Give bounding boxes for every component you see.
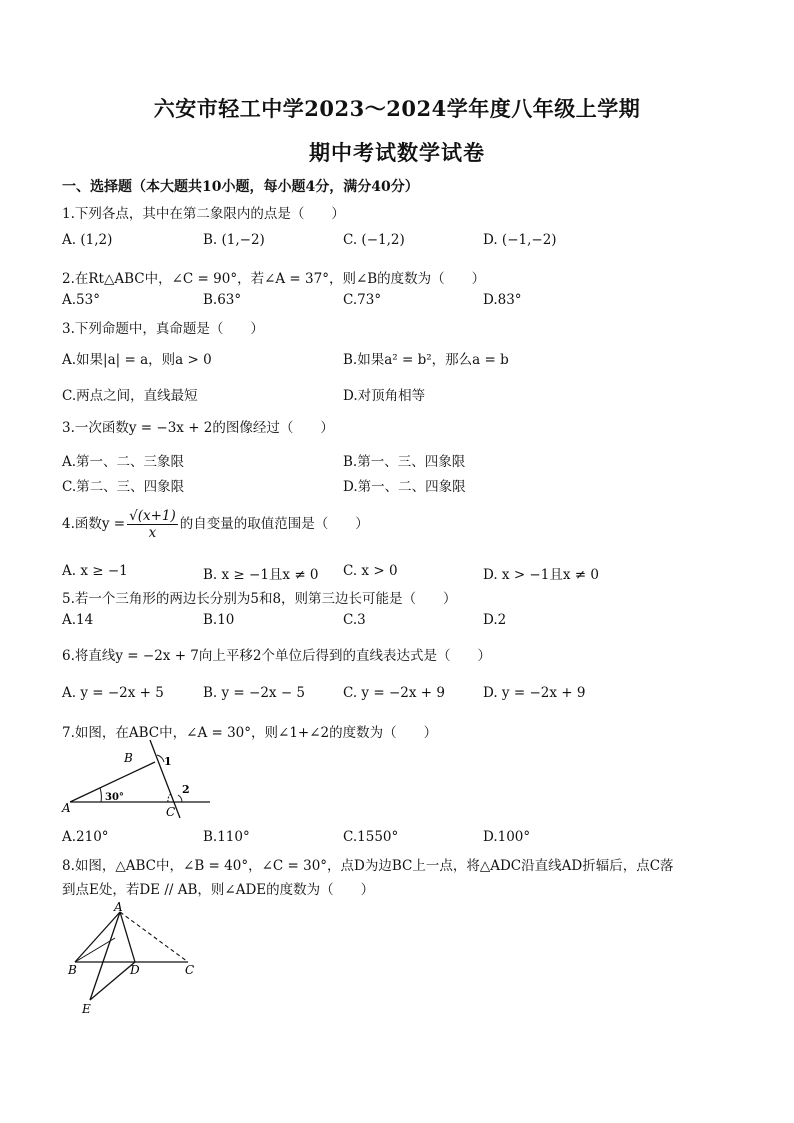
q8-label-e: E <box>82 1002 91 1016</box>
q8-stem-line1: 8.如图，△ABC中，∠B = 40°，∠C = 30°，点D为边BC上一点，将△ADC沿直线AD折辐后，点C落 <box>62 858 674 874</box>
q8-label-a: A <box>114 900 123 914</box>
q7-option-a: A.210° <box>62 829 109 845</box>
q2-option-b: B.63° <box>203 292 242 308</box>
q3b-stem: 3.一次函数y = −3x + 2的图像经过（ ） <box>62 420 334 436</box>
q2-option-d: D.83° <box>483 292 522 308</box>
q7-label-angle2: 2 <box>182 783 190 796</box>
q3b-option-c: C.第二、三、四象限 <box>62 479 185 495</box>
q5-option-c: C.3 <box>343 612 366 628</box>
q3a-option-d: D.对顶角相等 <box>343 388 426 404</box>
q6-option-d: D. y = −2x + 9 <box>483 685 586 701</box>
q1-option-d: D. (−1,−2) <box>483 232 557 248</box>
q7-label-30deg: 30° <box>105 792 124 803</box>
q1-stem: 1.下列各点，其中在第二象限内的点是（ ） <box>62 206 345 222</box>
q6-option-c: C. y = −2x + 9 <box>343 685 445 701</box>
q2-option-a: A.53° <box>62 292 100 308</box>
q1-option-b: B. (1,−2) <box>203 232 265 248</box>
q4-option-a: A. x ≥ −1 <box>62 563 128 579</box>
q8-line-ac-dashed <box>120 912 188 962</box>
q4-fraction-numerator: √(x+1) <box>129 508 176 524</box>
q4-stem-prefix: 4.函数y = <box>62 516 126 532</box>
q7-label-b: B <box>124 751 133 765</box>
q8-line-ab <box>75 912 120 962</box>
q8-label-d: D <box>130 963 140 977</box>
q3a-option-c: C.两点之间，直线最短 <box>62 388 198 404</box>
q5-option-d: D.2 <box>483 612 507 628</box>
q4-stem-suffix: 的自变量的取值范围是（ ） <box>179 516 369 532</box>
q4-option-b: B. x ≥ −1且x ≠ 0 <box>203 567 319 583</box>
exam-title-line1: 六安市轻工中学2023～2024学年度八年级上学期 <box>153 96 641 121</box>
q7-angle2-arc <box>178 795 182 802</box>
q3a-stem: 3.下列命题中，真命题是（ ） <box>62 321 264 337</box>
q6-option-a: A. y = −2x + 5 <box>62 685 164 701</box>
q7-line-bc <box>150 740 180 818</box>
q7-option-d: D.100° <box>483 829 531 845</box>
q4-option-d: D. x > −1且x ≠ 0 <box>483 567 599 583</box>
q7-label-a: A <box>62 801 71 815</box>
q1-option-c: C. (−1,2) <box>343 232 405 248</box>
q7-option-c: C.1550° <box>343 829 399 845</box>
q4-option-c: C. x > 0 <box>343 563 398 579</box>
q5-option-a: A.14 <box>62 612 94 628</box>
exam-title-line2: 期中考试数学试卷 <box>309 140 485 165</box>
q7-stem: 7.如图，在ABC中，∠A = 30°，则∠1+∠2的度数为（ ） <box>62 725 438 741</box>
q8-line-ad <box>120 912 135 962</box>
q8-fold-figure <box>60 900 210 1020</box>
section-heading: 一、选择题（本大题共10小题，每小题4分，满分40分） <box>62 179 419 195</box>
q8-stem-line2: 到点E处，若DE // AB，则∠ADE的度数为（ ） <box>62 882 375 898</box>
q3a-option-b: B.如果a² = b²，那么a = b <box>343 352 509 368</box>
q3b-option-b: B.第一、三、四象限 <box>343 454 466 470</box>
q7-triangle-figure <box>60 738 220 820</box>
q4-fraction <box>127 508 178 541</box>
q6-option-b: B. y = −2x − 5 <box>203 685 306 701</box>
q7-label-angle1: 1 <box>164 755 172 768</box>
q7-label-c: C <box>166 805 176 819</box>
q5-stem: 5.若一个三角形的两边长分别为5和8，则第三边长可能是（ ） <box>62 591 457 607</box>
q4-fraction-denominator: x <box>148 525 157 541</box>
q3b-option-a: A.第一、二、三象限 <box>62 454 185 470</box>
q2-stem: 2.在Rt△ABC中，∠C = 90°，若∠A = 37°，则∠B的度数为（ ） <box>62 271 486 287</box>
q8-label-b: B <box>68 963 77 977</box>
q5-option-b: B.10 <box>203 612 235 628</box>
q8-label-c: C <box>185 963 195 977</box>
q7-angle-a-arc <box>100 788 101 802</box>
q3b-option-d: D.第一、二、四象限 <box>343 479 466 495</box>
q3a-option-a: A.如果|a| = a，则a > 0 <box>62 352 212 368</box>
q8-line-inner <box>75 938 115 962</box>
q6-stem: 6.将直线y = −2x + 7向上平移2个单位后得到的直线表达式是（ ） <box>62 648 491 664</box>
q1-option-a: A. (1,2) <box>62 232 113 248</box>
q4-stem <box>62 508 369 541</box>
q7-option-b: B.110° <box>203 829 250 845</box>
q2-option-c: C.73° <box>343 292 382 308</box>
